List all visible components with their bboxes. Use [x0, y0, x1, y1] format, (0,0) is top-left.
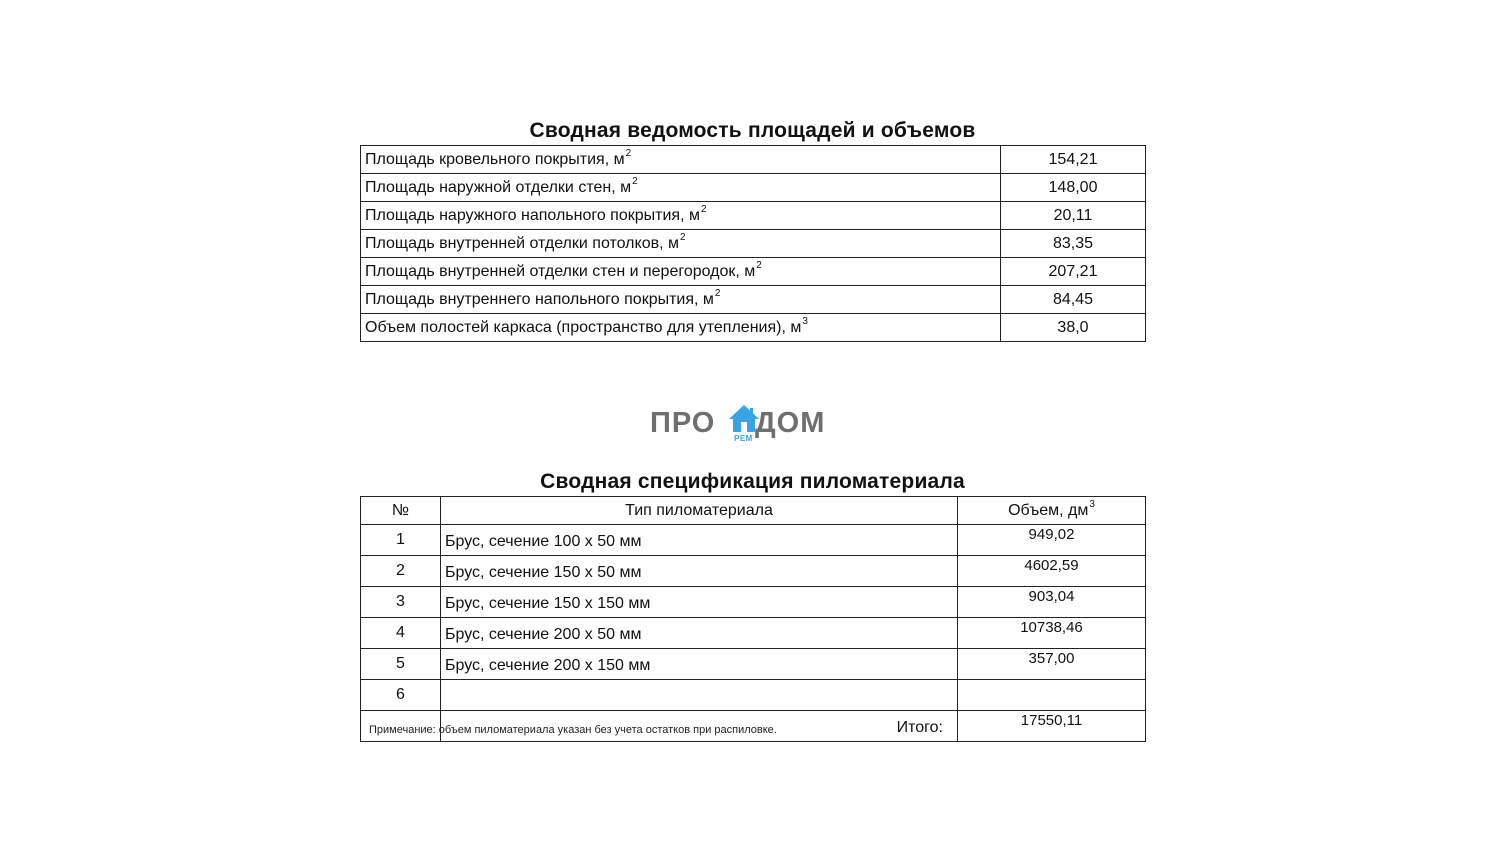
row-num: 5 — [361, 649, 441, 680]
header-num: № — [361, 497, 441, 525]
spec-table — [360, 496, 1146, 742]
logo-sub: РЕМ — [734, 434, 753, 443]
row-num: 4 — [361, 618, 441, 649]
row-type: Брус, сечение 100 х 50 мм — [441, 525, 958, 556]
table-header-row — [361, 497, 1146, 525]
total-label: Итого: — [441, 711, 958, 742]
summary-label: Площадь наружного напольного покрытия, $м^2$ — [361, 202, 1001, 230]
table-row — [361, 649, 1146, 680]
row-volume: 903,04 — [958, 587, 1146, 618]
row-type: Брус, сечение 200 х 150 мм — [441, 649, 958, 680]
summary-label: Площадь внутренней отделки стен и перегородок, $м^2$ — [361, 258, 1001, 286]
table-row — [361, 680, 1146, 711]
table-row — [361, 174, 1146, 202]
spec-note: Примечание: объем пиломатериала указан без учета остатков при распиловке. — [369, 724, 777, 736]
table-row — [361, 587, 1146, 618]
spec-title: Сводная спецификация пиломатериала — [540, 470, 965, 493]
table-row — [361, 202, 1146, 230]
row-type: Брус, сечение 150 х 50 мм — [441, 556, 958, 587]
table-row — [361, 258, 1146, 286]
row-type — [441, 680, 958, 711]
row-volume: 10738,46 — [958, 618, 1146, 649]
row-type: Брус, сечение 200 х 50 мм — [441, 618, 958, 649]
summary-value: 154,21 — [1001, 146, 1146, 174]
summary-title: Сводная ведомость площадей и объемов — [529, 119, 976, 142]
row-volume: 357,00 — [958, 649, 1146, 680]
row-type: Брус, сечение 150 х 150 мм — [441, 587, 958, 618]
summary-value: 84,45 — [1001, 286, 1146, 314]
summary-value: 148,00 — [1001, 174, 1146, 202]
row-volume — [958, 680, 1146, 711]
summary-table — [360, 145, 1146, 342]
total-value: 17550,11 — [958, 711, 1146, 742]
summary-value: 20,11 — [1001, 202, 1146, 230]
summary-label: Площадь внутреннего напольного покрытия, $м^2$ — [361, 286, 1001, 314]
table-row — [361, 618, 1146, 649]
row-num: 6 — [361, 680, 441, 711]
summary-label: Площадь наружной отделки стен, $м^2$ — [361, 174, 1001, 202]
table-row — [361, 525, 1146, 556]
table-row — [361, 146, 1146, 174]
summary-value: 83,35 — [1001, 230, 1146, 258]
summary-label: Объем полостей каркаса (пространство для утепления), $м^3$ — [361, 314, 1001, 342]
header-volume: Объем, $дм^3$ — [958, 497, 1146, 525]
table-row — [361, 556, 1146, 587]
table-row — [361, 314, 1146, 342]
table-row — [361, 286, 1146, 314]
row-volume: 949,02 — [958, 525, 1146, 556]
row-num: 1 — [361, 525, 441, 556]
logo-word-right: ДОМ — [755, 407, 826, 439]
summary-label: Площадь внутренней отделки потолков, $м^2$ — [361, 230, 1001, 258]
summary-label: Площадь кровельного покрытия, $м^2$ — [361, 146, 1001, 174]
company-logo — [650, 404, 850, 446]
row-volume: 4602,59 — [958, 556, 1146, 587]
row-num: 2 — [361, 556, 441, 587]
summary-value: 38,0 — [1001, 314, 1146, 342]
summary-value: 207,21 — [1001, 258, 1146, 286]
logo-word-left: ПРО — [650, 407, 716, 439]
header-type: Тип пиломатериала — [441, 497, 958, 525]
table-row — [361, 230, 1146, 258]
row-num: 3 — [361, 587, 441, 618]
